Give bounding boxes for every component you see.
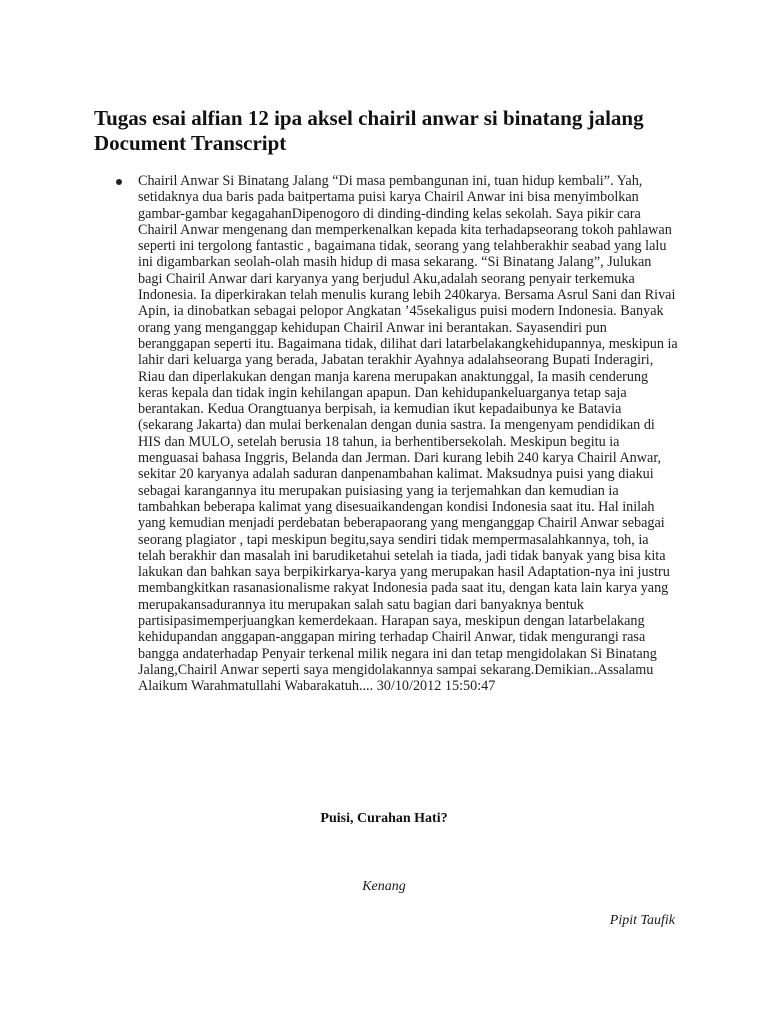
bullet-point-icon (116, 179, 122, 185)
list-item (116, 173, 678, 695)
poem-title: Kenang (362, 879, 406, 894)
essay-paragraph: Chairil Anwar Si Binatang Jalang “Di masa pembangunan ini, tuan hidup kembali”. Yah, setidaknya dua baris pada baitpertama puisi karya Chairil Anwar ini bisa menyimbolkan gambar-gambar kegagahanDipenogoro di dinding-dinding kelas sekolah. Saya pikir cara Chairil Anwar mengenang dan memperkenalkan kepada kita terhadapseorang tokoh pahlawan seperti ini tergolong fantastic , bagaimana tidak, seorang yang telahberakhir seabad yang lalu ini digambarkan seolah-olah masih hidup di masa sekarang. “Si Binatang Jalang”, Julukan bagi Chairil Anwar dari karyanya yang berjudul Aku,adalah seorang penyair terkemuka Indonesia. Ia diperkirakan telah menulis kurang lebih 240karya. Bersama Asrul Sani dan Rivai Apin, ia dinobatkan sebagai pelopor Angkatan ’45sekaligus puisi modern Indonesia. Banyak orang yang menganggap kehidupan Chairil Anwar ini berantakan. Sayasendiri pun beranggapan seperti itu. Bagaimana tidak, dilihat dari latarbelakangkehidupannya, meskipun ia lahir dari keluarga yang berada, Jabatan terakhir Ayahnya adalahseorang Bupati Inderagiri, Riau dan diperlakukan dengan manja karena merupakan anaktunggal, Ia masih cenderung keras kepala dan tidak ingin kehilangan apapun. Dan kehidupankeluarganya tetap saja berantakan. Kedua Orangtuanya berpisah, ia kemudian ikut kepadaibunya ke Batavia (sekarang Jakarta) dan mulai berkenalan dengan dunia sastra. Ia mengenyam pendidikan di HIS dan MULO, setelah berusia 18 tahun, ia berhentibersekolah. Meskipun begitu ia menguasai bahasa Inggris, Belanda dan Jerman. Dari kurang lebih 240 karya Chairil Anwar, sekitar 20 karyanya adalah saduran danpenambahan kalimat. Maksudnya puisi yang diakui sebagai karangannya itu merupakan puisiasing yang ia terjemahkan dan kemudian ia tambahkan beberapa kalimat yang disesuaikandengan kondisi Indonesia saat itu. Hal inilah yang kemudian menjadi perdebatan beberapaorang yang menganggap Chairil Anwar sebagai seorang plagiator , tapi meskipun begitu,saya sendiri tidak mempermasalahkannya, toh, ia telah berakhir dan masalah ini barudiketahui setelah ia tiada, jadi tidak banyak yang bisa kita lakukan dan bahkan saya berpikirkarya-karya yang merupakan hasil Adaptation-nya ini justru membangkitkan rasanasionalisme rakyat Indonesia pada saat itu, dengan kata lain karya yang merupakansadurannya itu merupakan salah satu bagian dari banyaknya bentuk partisipasimemperjuangkan kemerdekaan. Harapan saya, meskipun dengan latarbelakang kehidupandan anggapan-anggapan miring terhadap Chairil Anwar, tidak mengurangi rasa bangga andaterhadap Penyair terkenal milik negara ini dan tetap mengidolakan Si Binatang Jalang,Chairil Anwar seperti saya mengidolakannya sampai sekarang.Demikian..Assalamu Alaikum Warahmatullahi Wabarakatuh.... 30/10/2012 15:50:47 (138, 173, 678, 695)
document-title: Tugas esai alfian 12 ipa aksel chairil anwar si binatang jalang Document Transcript (94, 106, 644, 155)
poem-author: Pipit Taufik (609, 913, 675, 928)
section-heading: Puisi, Curahan Hati? (320, 811, 448, 826)
bullet-list (116, 173, 678, 695)
